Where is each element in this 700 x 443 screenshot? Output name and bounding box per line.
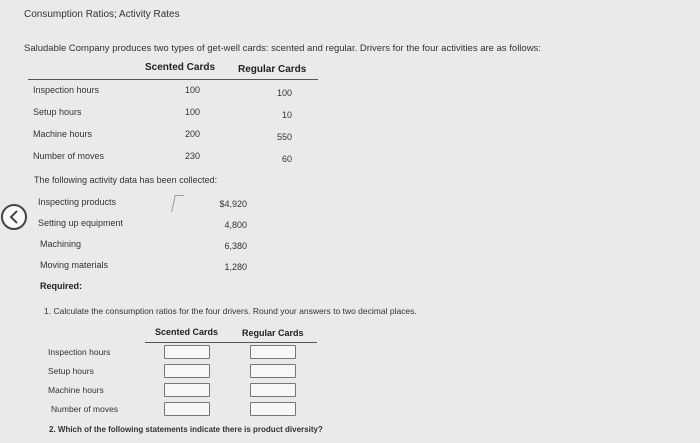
drivers-row-label: Number of moves (33, 151, 105, 161)
answer-header-rule (145, 342, 317, 343)
regular-machine-input[interactable] (250, 383, 296, 397)
page-title: Consumption Ratios; Activity Rates (24, 9, 180, 20)
drivers-row-scented: 200 (184, 129, 200, 139)
drivers-header-rule (28, 79, 318, 80)
question-1: 1. Calculate the consumption ratios for the four drivers. Round your answers to two decimal places. (44, 306, 417, 316)
drivers-row-scented: 230 (184, 151, 200, 161)
activity-row-label: Moving materials (40, 260, 109, 270)
required-label: Required: (40, 281, 83, 291)
regular-setup-input[interactable] (250, 364, 296, 378)
regular-moves-input[interactable] (250, 402, 296, 416)
drivers-col-scented: Scented Cards (145, 62, 216, 73)
drivers-col-regular: Regular Cards (238, 64, 307, 75)
drivers-row-regular: 550 (276, 132, 292, 142)
activity-row-label: Setting up equipment (38, 218, 124, 228)
chevron-left-icon (8, 210, 20, 224)
problem-intro: Saludable Company produces two types of get-well cards: scented and regular. Drivers for the four activities are as follows: (24, 43, 541, 54)
activity-row-value: $4,920 (219, 199, 247, 209)
answer-row-label: Number of moves (51, 404, 119, 414)
activity-row-value: 6,380 (224, 241, 247, 251)
drivers-row-label: Machine hours (33, 129, 93, 139)
question-2: 2. Which of the following statements indicate there is product diversity? (49, 425, 323, 434)
activity-row-label: Inspecting products (38, 197, 117, 207)
scented-inspection-input[interactable] (164, 345, 210, 359)
activity-row-value: 1,280 (224, 262, 247, 272)
regular-inspection-input[interactable] (250, 345, 296, 359)
back-button[interactable] (1, 204, 27, 230)
drivers-row-scented: 100 (184, 107, 200, 117)
activity-intro: The following activity data has been collected: (34, 175, 218, 185)
drivers-row-regular: 100 (276, 88, 292, 98)
drivers-row-regular: 60 (281, 154, 292, 164)
answer-row-label: Setup hours (48, 366, 94, 376)
drivers-row-regular: 10 (281, 110, 292, 120)
drivers-row-label: Inspection hours (33, 85, 100, 95)
scented-setup-input[interactable] (164, 364, 210, 378)
activity-row-value: 4,800 (224, 220, 247, 230)
answer-row-label: Inspection hours (48, 347, 111, 357)
bracket-decoration (171, 195, 184, 212)
drivers-row-label: Setup hours (33, 107, 82, 117)
scented-machine-input[interactable] (164, 383, 210, 397)
drivers-row-scented: 100 (184, 85, 200, 95)
activity-row-label: Machining (40, 239, 82, 249)
answer-col-regular: Regular Cards (242, 328, 304, 338)
answer-row-label: Machine hours (48, 385, 104, 395)
answer-col-scented: Scented Cards (155, 327, 219, 337)
scented-moves-input[interactable] (164, 402, 210, 416)
